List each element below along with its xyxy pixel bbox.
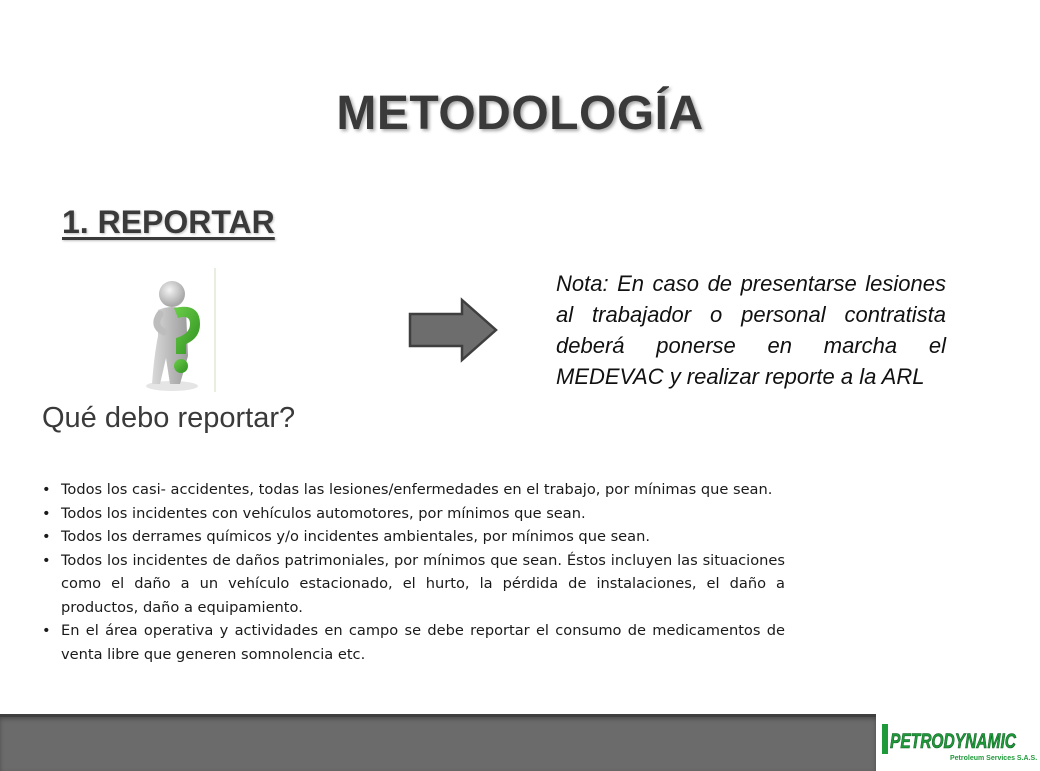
question-heading: Qué debo reportar? [42, 402, 296, 434]
bullet-dot: • [42, 528, 51, 545]
section-heading: 1. REPORTAR [62, 204, 275, 240]
slide-title: METODOLOGÍA [336, 87, 704, 140]
bullet-dot: • [42, 481, 51, 498]
bullet-list [42, 478, 785, 666]
svg-text:PETRODYNAMIC: PETRODYNAMIC [890, 730, 1017, 753]
note-text: Nota: En caso de presentarse lesiones al trabajador o personal contratista deberá ponerse en marcha el MEDEVAC y realizar reporte a la ARL [556, 271, 946, 389]
bullet-dot: • [42, 551, 51, 569]
svg-text:Petroleum Services S.A.S.: Petroleum Services S.A.S. [950, 755, 1038, 762]
list-item: • En el área operativa y actividades en campo se debe reportar el consumo de medicamentos de venta libre que generen somnolencia etc. [42, 619, 785, 666]
bullet-dot: • [42, 504, 51, 522]
right-arrow-icon [408, 298, 498, 362]
list-item: • Todos los incidentes con vehículos automotores, por mínimos que sean. [42, 502, 785, 526]
footer-bar [0, 714, 876, 771]
list-item: • Todos los casi- accidentes, todas las lesiones/enfermedades en el trabajo, por mínimas que sean. [42, 478, 785, 502]
list-item: • Todos los incidentes de daños patrimoniales, por mínimos que sean. Éstos incluyen las situaciones como el daño a un vehículo estacionado, el hurto, la pérdida de instalaciones, el daño a productos, daño a equipamiento. [42, 549, 785, 620]
bullet-dot: • [42, 622, 51, 639]
question-mark-figure-icon [130, 266, 240, 394]
petrodynamic-logo [880, 720, 1038, 764]
list-item: • Todos los derrames químicos y/o incidentes ambientales, por mínimos que sean. [42, 525, 785, 549]
